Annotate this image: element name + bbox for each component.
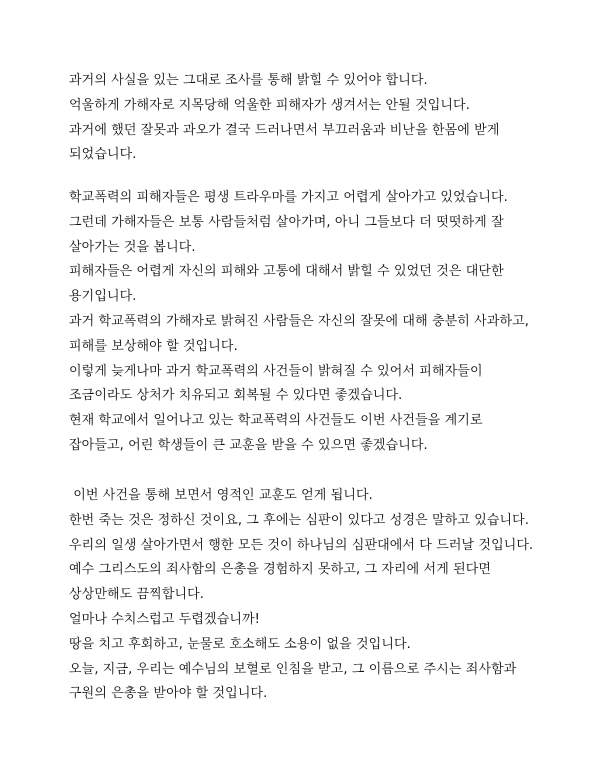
text-line: 얼마나 수치스럽고 두렵겠습니까! — [69, 611, 260, 627]
text-line: 되었습니다. — [69, 147, 137, 163]
text-line: 한번 죽는 것은 정하신 것이요, 그 후에는 심판이 있다고 성경은 말하고 있습니다. — [69, 512, 530, 528]
text-line: 구원의 은총을 받아야 할 것입니다. — [69, 686, 268, 702]
text-line: 피해를 보상해야 할 것입니다. — [69, 338, 238, 354]
text-line: 잡아들고, 어린 학생들이 큰 교훈을 받을 수 있으면 좋겠습니다. — [69, 437, 428, 453]
text-line: 상상만해도 끔찍합니다. — [69, 587, 205, 603]
text-line: 땅을 치고 후회하고, 눈물로 호소해도 소용이 없을 것입니다. — [69, 636, 411, 652]
paragraph-spiritual-lesson — [69, 484, 539, 707]
paragraph-school-violence — [69, 186, 539, 459]
text-line: 과거 학교폭력의 가해자로 밝혀진 사람들은 자신의 잘못에 대해 충분히 사과하고, — [69, 313, 530, 329]
text-line: 과거에 했던 잘못과 과오가 결국 드러나면서 부끄러움과 비난을 한몸에 받게 — [69, 122, 500, 138]
text-line: 오늘, 지금, 우리는 예수님의 보혈로 인침을 받고, 그 이름으로 주시는 죄사함과 — [69, 661, 517, 677]
text-line: 우리의 일생 살아가면서 행한 모든 것이 하나님의 심판대에서 다 드러날 것입니다. — [69, 537, 534, 553]
text-line: 억울하게 가해자로 지목당해 억울한 피해자가 생겨서는 안될 것입니다. — [69, 97, 470, 113]
text-line: 이렇게 늦게나마 과거 학교폭력의 사건들이 밝혀질 수 있어서 피해자들이 — [69, 363, 483, 379]
paragraph-past-truth — [69, 69, 539, 168]
text-line: 용기입니다. — [69, 289, 137, 305]
text-line: 이번 사건을 통해 보면서 영적인 교훈도 얻게 됩니다. — [69, 488, 373, 503]
text-line: 학교폭력의 피해자들은 평생 트라우마를 가지고 어렵게 살아가고 있었습니다. — [69, 190, 508, 205]
text-line: 과거의 사실을 있는 그대로 조사를 통해 밝힐 수 있어야 합니다. — [69, 73, 428, 88]
text-line: 예수 그리스도의 죄사함의 은총을 경험하지 못하고, 그 자리에 서게 된다면 — [69, 562, 492, 578]
text-line: 살아가는 것을 봅니다. — [69, 239, 196, 255]
text-line: 그런데 가해자들은 보통 사람들처럼 살아가며, 아니 그들보다 더 떳떳하게 잘 — [69, 214, 504, 230]
text-line: 조금이라도 상처가 치유되고 회복될 수 있다면 좋겠습니다. — [69, 388, 403, 404]
text-line: 피해자들은 어렵게 자신의 피해와 고통에 대해서 밝힐 수 있었던 것은 대단한 — [69, 264, 504, 280]
text-line: 현재 학교에서 일어나고 있는 학교폭력의 사건들도 이번 사건들을 계기로 — [69, 413, 483, 429]
